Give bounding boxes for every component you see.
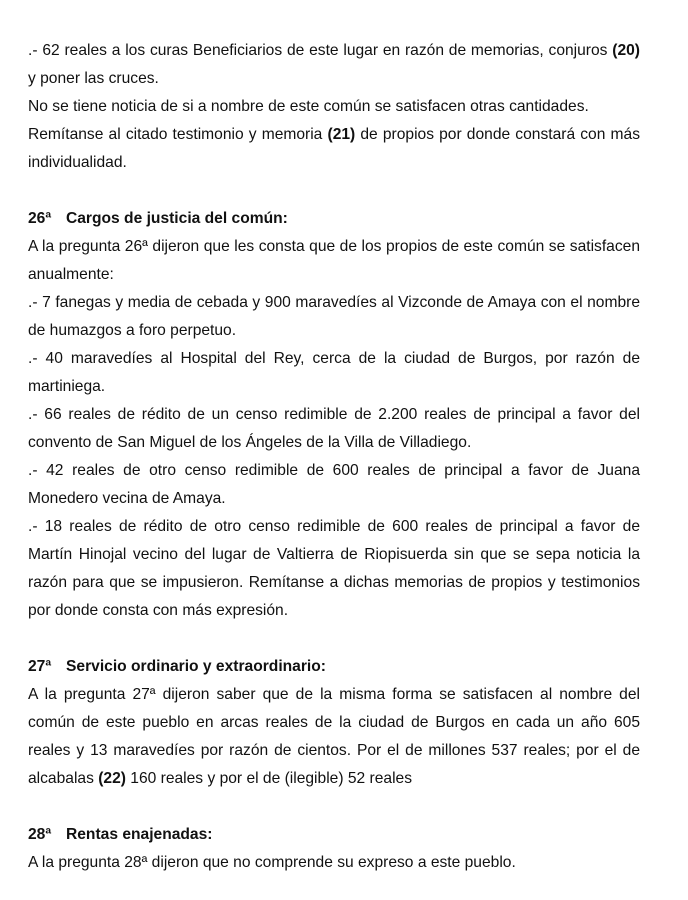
section-27-text (28, 681, 640, 793)
section-28-text: A la pregunta 28ª dijeron que no comprende su expreso a este pueblo. (28, 854, 516, 871)
section-26-item-4: .- 42 reales de otro censo redimible de 600 reales de principal a favor de Juana Monedero vecina de Amaya. (28, 462, 640, 507)
intro-paragraph-2: No se tiene noticia de si a nombre de este común se satisfacen otras cantidades. (28, 98, 589, 115)
section-27-text-a: A la pregunta 27ª dijeron saber que de la misma forma se satisfacen al nombre del común de este pueblo en arcas reales de la ciudad de Burgos en cada un año 605 reales y 13 maravedíes por razón de cientos. Por el de millones 537 reales; por el de alcabalas (28, 686, 640, 787)
spacer (28, 625, 640, 653)
intro-paragraph-3 (28, 121, 640, 177)
section-26-number: 26ª (28, 210, 52, 227)
footnote-ref-22: (22) (98, 770, 126, 787)
section-26-heading (28, 205, 640, 233)
intro-text-3a: Remítanse al citado testimonio y memoria (28, 126, 328, 143)
footnote-ref-21: (21) (327, 126, 356, 143)
section-28-number: 28ª (28, 826, 52, 843)
section-27-title: Servicio ordinario y extraordinario: (66, 658, 326, 675)
spacer (28, 793, 640, 821)
document-page (28, 37, 640, 877)
section-26-item-5: .- 18 reales de rédito de otro censo redimible de 600 reales de principal a favor de Martín Hinojal vecino del lugar de Valtierra de Riopisuerda sin que se sepa noticia la razón para que se impusieron. Remítanse a dichas memorias de propios y testimonios por donde consta con más expresión. (28, 518, 640, 619)
section-26-title: Cargos de justicia del común: (66, 210, 288, 227)
intro-text-3b: de propios por donde constará con más individualidad. (28, 126, 640, 171)
section-28-heading (28, 821, 640, 849)
footnote-ref-20: (20) (612, 42, 640, 59)
section-27-text-b: 160 reales y por el de (ilegible) 52 reales (125, 770, 413, 787)
intro-text-1b: y poner las cruces. (28, 70, 159, 87)
section-28-title: Rentas enajenadas: (66, 826, 213, 843)
intro-text-1a: .- 62 reales a los curas Beneficiarios de este lugar en razón de memorias, conjuros (28, 42, 613, 59)
section-26-item-3: .- 66 reales de rédito de un censo redimible de 2.200 reales de principal a favor del convento de San Miguel de los Ángeles de la Villa de Villadiego. (28, 406, 640, 451)
section-26-item-1: .- 7 fanegas y media de cebada y 900 maravedíes al Vizconde de Amaya con el nombre de humazgos a foro perpetuo. (28, 294, 640, 339)
spacer (28, 177, 640, 205)
section-27-heading (28, 653, 640, 681)
section-26-item-2: .- 40 maravedíes al Hospital del Rey, cerca de la ciudad de Burgos, por razón de martiniega. (28, 350, 640, 395)
section-26-intro: A la pregunta 26ª dijeron que les consta que de los propios de este común se satisfacen anualmente: (28, 238, 640, 283)
section-27-number: 27ª (28, 658, 52, 675)
intro-paragraph-1 (28, 37, 640, 93)
